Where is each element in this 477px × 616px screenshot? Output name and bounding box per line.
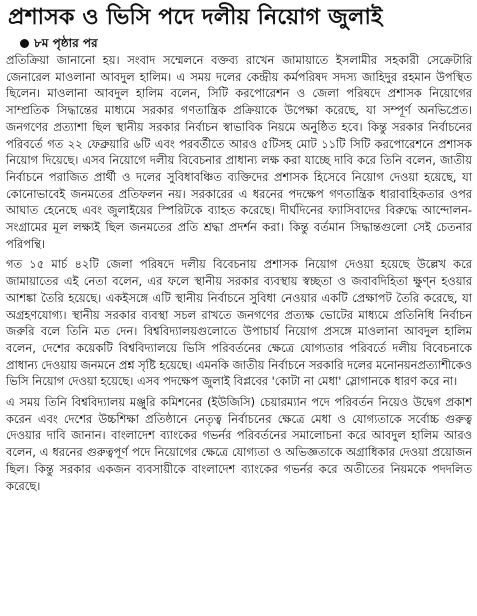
continued-from-marker xyxy=(20,35,472,51)
continued-from-text: ৮ম পৃষ্ঠার পর xyxy=(34,36,98,50)
bullet-icon xyxy=(20,39,29,48)
article-body xyxy=(6,52,472,494)
article-paragraph: গত ১৫ মার্চ ৪২টি জেলা পরিষদে দলীয় বিবেচনায় প্রশাসক নিয়োগ দেওয়া হয়েছে উল্লেখ করে জামায়াতের এই নেতা বলেন, এর ফলে স্থানীয় সরকার ব্যবস্থায় স্বচ্ছতা ও জবাবদিহিতা ক্ষুণ্ন হওয়ার আশঙ্কা তৈরি হয়েছে। একইসঙ্গে এটি স্থানীয় নির্বাচনে সুবিধা নেওয়ার একটি প্রেক্ষাপট তৈরি করেছে, যা অগ্রহণযোগ্য। স্থানীয় সরকার ব্যবস্থা সচল রাখতে জনগণের প্রত্যক্ষ ভোটের মাধ্যমে প্রতিনিধি নির্বাচন জরুরি বলে তিনি মত দেন। বিশ্ববিদ্যালয়গুলোতে উপাচার্য নিয়োগ প্রসঙ্গে মাওলানা আবদুল হালিম বলেন, দেশের কয়েকটি বিশ্ববিদ্যালয়ে ভিসি পরিবর্তনের ক্ষেত্রে যোগ্যতার পরিবর্তে দলীয় বিবেচনাকে প্রাধান্য দেওয়ায় জনমনে প্রশ্ন সৃষ্টি হয়েছে। এমনকি জাতীয় নির্বাচনে সরকারি দলের মনোনয়নপ্রত্যাশীকেও ভিসি নিয়োগ দেওয়া হয়েছে। এসব পদক্ষেপ জুলাই বিপ্লবের 'কোটা না মেধা' স্লোগানকে ধারণ করে না। xyxy=(6,257,472,389)
article-paragraph: প্রতিক্রিয়া জানানো হয়। সংবাদ সম্মেলনে বক্তব্য রাখেন জামায়াতে ইসলামীর সহকারী সেক্রেটারি জেনারেল মাওলানা আবদুল হালিম। এ সময় দলের কেন্দ্রীয় কর্মপরিষদ সদস্য জাহিদুর রহমান উপস্থিত ছিলেন। মাওলানা আবদুল হালিম বলেন, সিটি করপোরেশন ও জেলা পরিষদে প্রশাসক নিয়োগের সাম্প্রতিক সিদ্ধান্তের মাধ্যমে সরকার গণতান্ত্রিক প্রক্রিয়াকে উপেক্ষা করেছে, যা সম্পূর্ণ অনভিপ্রেত। জনগণের প্রত্যাশা ছিল স্থানীয় সরকার নির্বাচন স্বাভাবিক নিয়মে অনুষ্ঠিত হবে। কিন্তু সরকার নির্বাচনের পরিবর্তে গত ২২ ফেব্রুয়ারি ৬টি এবং পরবর্তীতে আরও ৫টিসহ মোট ১১টি সিটি করপোরেশনে প্রশাসক নিয়োগ দিয়েছে। এসব নিয়োগে দলীয় বিবেচনার প্রাধান্য লক্ষ করা যাচ্ছে দাবি করে তিনি বলেন, জাতীয় নির্বাচনে পরাজিত প্রার্থী ও দলের সুবিধাবঞ্চিত ব্যক্তিদের প্রশাসক হিসেবে নিয়োগ দেওয়া হয়েছে, যা কোনোভাবেই জনমতের প্রতিফলন নয়। সরকারের এ ধরনের পদক্ষেপ গণতান্ত্রিক ধারাবাহিকতার ওপর আঘাত হেনেছে এবং জুলাইয়ের স্পিরিটকে ব্যাহত করেছে। দীর্ঘদিনের ফ্যাসিবাদের বিরুদ্ধে আন্দোলন-সংগ্রামের মূল লক্ষ্যই ছিল জনমতের প্রতি শ্রদ্ধা প্রদর্শন করা। কিন্তু বর্তমান সিদ্ধান্তগুলো সেই চেতনার পরিপন্থি। xyxy=(6,53,472,251)
article-paragraph: এ সময় তিনি বিশ্ববিদ্যালয় মঞ্জুরি কমিশনের (ইউজিসি) চেয়ারম্যান পদে পরিবর্তন নিয়েও উদ্বেগ প্রকাশ করেন এবং দেশের উচ্চশিক্ষা প্রতিষ্ঠানে নেতৃত্ব নির্বাচনের ক্ষেত্রে মেধা ও যোগ্যতাকে সর্বোচ্চ গুরুত্ব দেওয়ার দাবি জানান। বাংলাদেশ ব্যাংকের গভর্নর পরিবর্তনের সমালোচনা করে আবদুল হালিম আরও বলেন, এ ধরনের গুরুত্বপূর্ণ পদে নিয়োগের ক্ষেত্রে যোগ্যতা ও অভিজ্ঞতাকে অগ্রাধিকার দেওয়া প্রয়োজন ছিল। কিন্তু সরকার একজন ব্যবসায়ীকে বাংলাদেশ ব্যাংকের গভর্নর করে অতীতের নিয়মকে পদদলিত করেছে। xyxy=(6,395,472,493)
article-headline: প্রশাসক ও ভিসি পদে দলীয় নিয়োগ জুলাই xyxy=(8,5,383,30)
